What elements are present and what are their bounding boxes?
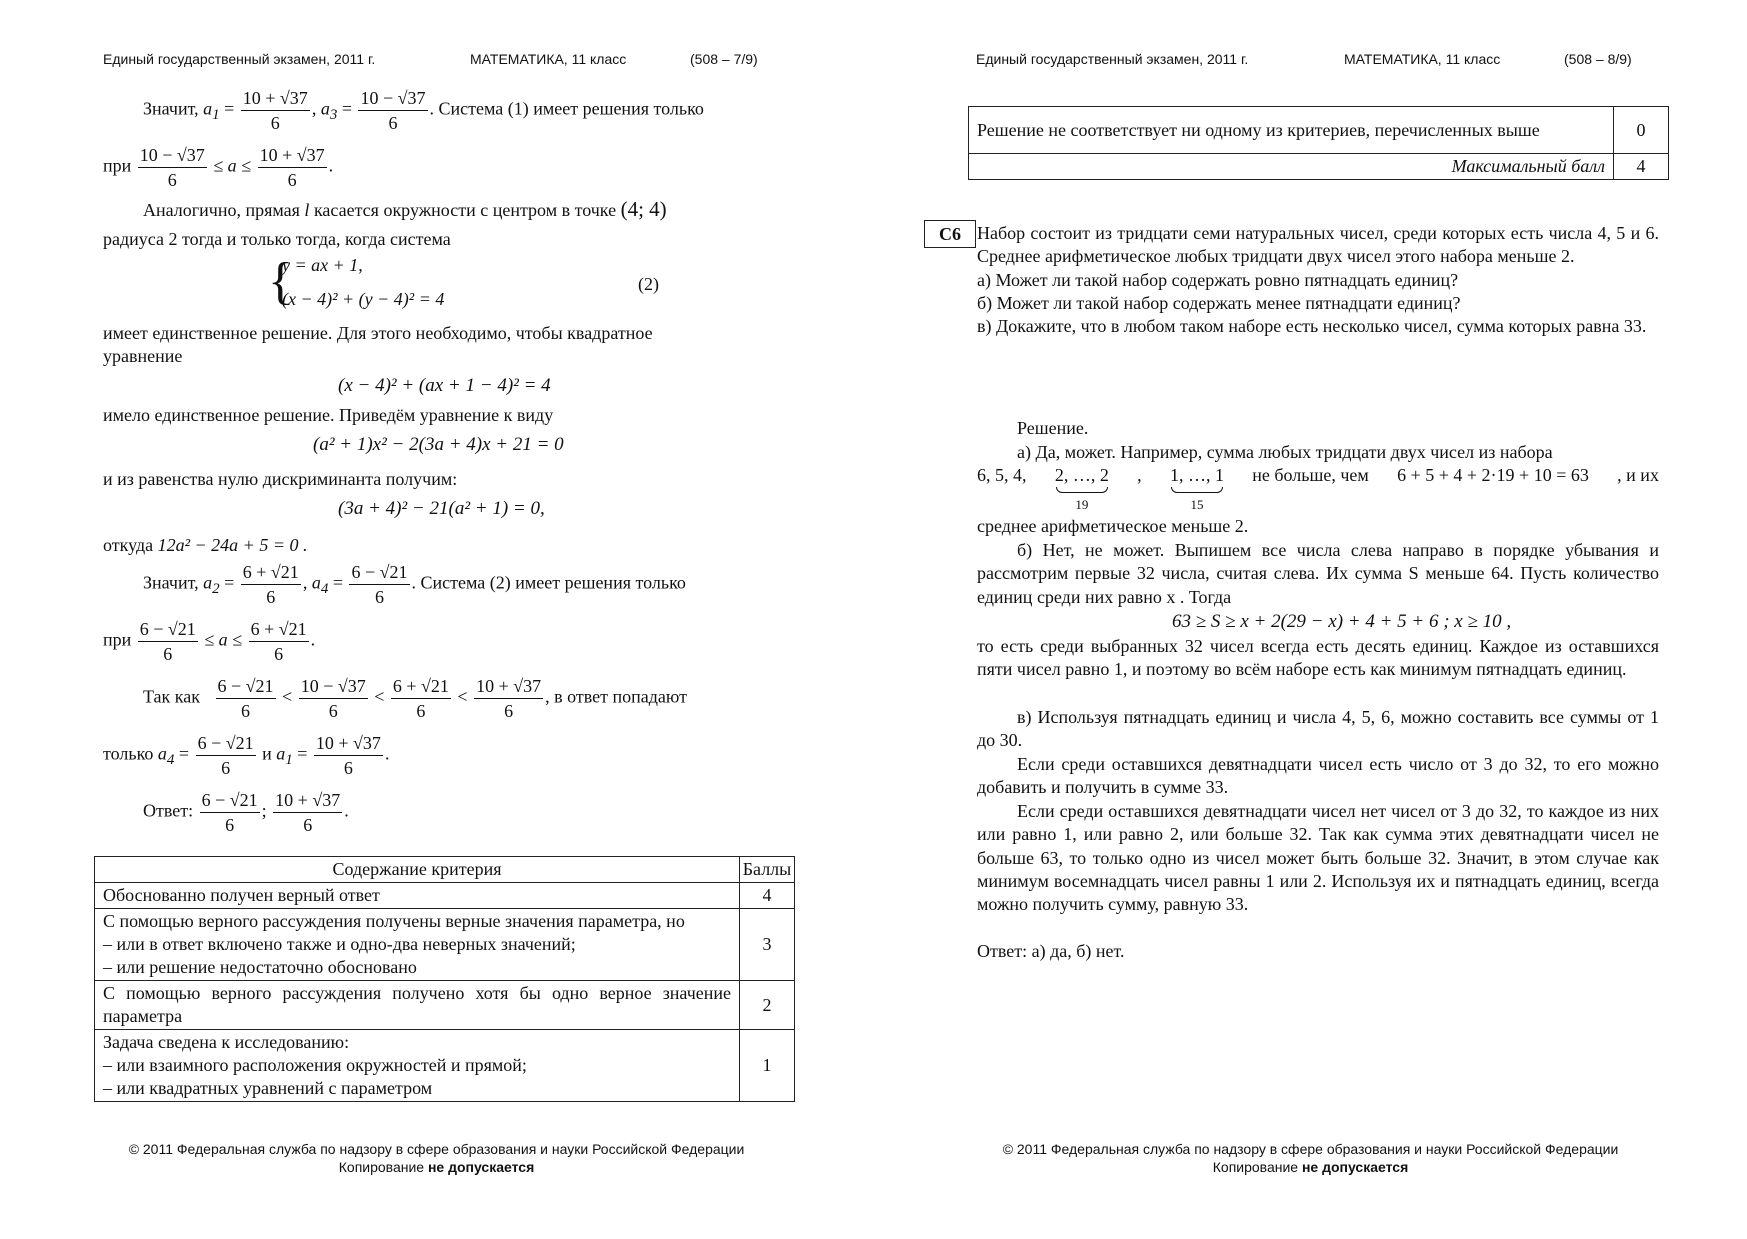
line-analog: Аналогично, прямая l касается окружности с центром в точке (4; 4) bbox=[143, 197, 667, 221]
line-pri-1: при $\frac{10 - √37}{6}$ ≤ a ≤ $\frac{10 + √37}{6}$ . bbox=[103, 145, 334, 190]
header-exam: Единый государственный экзамен, 2011 г. bbox=[103, 51, 376, 67]
line-znachit-1: Значит, $a_1$ = $\frac{10 + √37}{6}$ , $a_3$ = $\frac{10 - √37}{6}$ . Система (1) имеет решения только bbox=[143, 88, 704, 133]
line-otkuda: откуда 12a² − 24a + 5 = 0 . bbox=[103, 535, 308, 555]
header-subject: МАТЕМАТИКА, 11 класс bbox=[1344, 51, 1501, 67]
answer-left: Ответ: $\frac{6 - √21}{6}$ ; $\frac{10 + √37}{6}$ . bbox=[143, 790, 349, 835]
line-pri-2: при $\frac{6 - √21}{6}$ ≤ a ≤ $\frac{6 + √21}{6}$ . bbox=[103, 619, 316, 664]
table-row: С помощью верного рассуждения получены верные значения параметра, но – или в ответ включено также и одно-два неверных значений; – или решение недостаточно обосновано 3 bbox=[95, 909, 795, 981]
brace-twos: 2, …, 2 19 bbox=[1054, 465, 1109, 512]
solution-c2: Если среди оставшихся девятнадцати чисел есть число от 3 до 32, то его можно добавить и получить в сумме 33. bbox=[977, 754, 1659, 798]
fraction: $\frac{10 - √37}{6}$ bbox=[360, 88, 426, 133]
header-subject: МАТЕМАТИКА, 11 класс bbox=[470, 51, 627, 67]
table-row: С помощью верного рассуждения получено хотя бы одно верное значение параметра 2 bbox=[95, 981, 795, 1030]
system-2-label: (2) bbox=[638, 274, 659, 294]
para-unique: имеет единственное решение. Для этого необходимо, чтобы квадратное уравнение bbox=[103, 323, 653, 367]
line-discriminant: и из равенства нулю дискриминанта получим: bbox=[103, 469, 458, 489]
line-unique-solution: имело единственное решение. Приведём уравнение к виду bbox=[103, 405, 554, 425]
solution-b2: то есть среди выбранных 32 чисел всегда есть десять единиц. Каждое из оставшихся пяти чисел равно 1, и поэтому во всём наборе есть как минимум пятнадцать единиц. bbox=[977, 636, 1659, 680]
criteria-table-continued bbox=[968, 106, 1669, 180]
equation-3: (3a + 4)² − 21(a² + 1) = 0, bbox=[338, 498, 545, 519]
table-row: Решение не соответствует ни одному из критериев, перечисленных выше 0 bbox=[969, 107, 1669, 154]
task-statement: Набор состоит из тридцати семи натуральных чисел, среди которых есть числа 4, 5 и 6. Среднее арифметическое любых тридцати двух чисел этого набора меньше 2. а) Может ли такой набор содержать ровно пятнадцать единиц? б) Может ли такой набор содержать менее пятнадцати единиц? в) Докажите, что в любом таком наборе есть несколько чисел, сумма которых равна 33. bbox=[977, 223, 1659, 337]
solution-answer: Ответ: а) да, б) нет. bbox=[977, 941, 1125, 961]
page-left: Единый государственный экзамен, 2011 г. МАТЕМАТИКА, 11 класс (508 – 7/9) Значит, $a_1$ = $\frac{10 + √37}{6}$ , $a_3$ = $\frac{10 - √37}{6}$ . Система (1) имеет решения только при $\frac{10 - √37}{6}$ ≤ a ≤ $\frac{10 + √37}{6}$ . Аналогично, прямая l касается окружности с центром в точке (4; 4) радиуса 2 тогда и только тогда, когда система { y = ax + 1, (x − 4)² + (y − 4)² = 4 (2) имеет единственное решение. Для этого необходимо, чтобы квадратное уравнение (x − 4)² + (ax + 1 − 4)² = 4 имело единственное решение. Приведём уравнение к виду (a² + 1)x² − 2(3a + 4)x + 21 = 0 и из равенства нулю дискриминанта получим: (3a + 4)² − 21(a² + 1) = 0, откуда 12a² − 24a + 5 = 0 . Значит, $a_2$ = $\frac{6 + √21}{6}$ , $a_4$ = $\frac{6 - √21}{6}$ . Система (2) имеет решения только при $\frac{6 - √21}{6}$ ≤ a ≤ $\frac{6 + √21}{6}$ . Так как $\frac{6 - √21}{6}$ < $\frac{10 - √37}{6}$ < $\frac{6 + √21}{6}$ < $\frac{10 + √37}{6}$ , в ответ попадают только $a_4$ = $\frac{6 - √21}{6}$ и $a_1$ = $\frac{10 + √37}{6}$ . Ответ: $\frac{6 - √21}{6}$ ; $\frac{10 + √37}{6}$ . Содержание критерия Баллы Обоснованно получен верный ответ 4 С помощью верного рассуждения получены верные значения параметра, но – или в ответ включено также и одно-два неверных значений; – или решение недостаточно обосновано 3 С помощью верного рассуждения получено хотя бы одно верное значение параметра 2 Задача сведена к исследованию: – или взаимного расположения окружностей и прямой; – или квадратных уравнений с параметром 1 © 2011 Федеральная служба по надзору в сфере образования и науки Российской Федерации Копирование не допускается bbox=[0, 0, 873, 1239]
brace-ones: 1, …, 1 15 bbox=[1169, 465, 1224, 512]
solution-c1: в) Используя пятнадцать единиц и числа 4, 5, 6, можно составить все суммы от 1 до 30. bbox=[977, 707, 1659, 751]
fraction: $\frac{10 + √37}{6}$ bbox=[242, 88, 308, 133]
equation-1: (x − 4)² + (ax + 1 − 4)² = 4 bbox=[338, 375, 551, 396]
solution-a-line3: среднее арифметическое меньше 2. bbox=[977, 516, 1249, 536]
solution-a-line2: 6, 5, 4, 2, …, 2 19 , 1, …, 1 15 не больше, чем 6 + 5 + 4 + 2·19 + 10 = 63 , и их bbox=[977, 465, 1659, 512]
line-tak-kak: Так как $\frac{6 - √21}{6}$ < $\frac{10 - √37}{6}$ < $\frac{6 + √21}{6}$ < $\frac{10 + √37}{6}$ , в ответ попадают bbox=[143, 676, 687, 721]
equation-2: (a² + 1)x² − 2(3a + 4)x + 21 = 0 bbox=[313, 434, 564, 455]
solution-b-formula: 63 ≥ S ≥ x + 2(29 − x) + 4 + 5 + 6 ; x ≥ 10 , bbox=[1172, 611, 1512, 632]
table-row: Задача сведена к исследованию: – или взаимного расположения окружностей и прямой; – или квадратных уравнений с параметром 1 bbox=[95, 1030, 795, 1102]
header-exam: Единый государственный экзамен, 2011 г. bbox=[976, 51, 1249, 67]
solution-c3: Если среди оставшихся девятнадцати чисел нет чисел от 3 до 32, то каждое из них или равно 1, или равно 2, или больше 32. Так как сумма этих девятнадцати чисел не больше 63, то только одно из чисел может быть больше 32. Значит, в этом случае как минимум восемнадцать чисел равны 1 или 2. Используя их и пятнадцать единиц, всегда можно получить сумму, равную 33. bbox=[977, 801, 1659, 915]
line-tolko: только $a_4$ = $\frac{6 - √21}{6}$ и $a_1$ = $\frac{10 + √37}{6}$ . bbox=[103, 733, 390, 778]
table-row: Обоснованно получен верный ответ 4 bbox=[95, 883, 795, 909]
solution-title: Решение. bbox=[1017, 418, 1089, 438]
footer-left: © 2011 Федеральная служба по надзору в сфере образования и науки Российской Федерации Копирование не допускается bbox=[128, 1141, 745, 1175]
criteria-table-head: Содержание критерия Баллы bbox=[95, 857, 795, 883]
line-znachit-2: Значит, $a_2$ = $\frac{6 + √21}{6}$ , $a_4$ = $\frac{6 - √21}{6}$ . Система (2) имеет решения только bbox=[143, 562, 686, 607]
solution-a-line1: а) Да, может. Например, сумма любых тридцати двух чисел из набора bbox=[1017, 442, 1553, 462]
page-right bbox=[874, 0, 1747, 1239]
header-code: (508 – 8/9) bbox=[1564, 51, 1632, 67]
line-radius: радиуса 2 тогда и только тогда, когда система bbox=[103, 229, 451, 249]
criteria-table bbox=[94, 856, 795, 1102]
task-label: C6 bbox=[924, 220, 976, 248]
footer-right: © 2011 Федеральная служба по надзору в сфере образования и науки Российской Федерации Копирование не допускается bbox=[1002, 1141, 1619, 1175]
header-code: (508 – 7/9) bbox=[690, 51, 758, 67]
solution-b: б) Нет, не может. Выпишем все числа слева направо в порядке убывания и рассмотрим первые 32 числа, считая слева. Их сумма S меньше 64. Пусть количество единиц среди них равно x . Тогда bbox=[977, 540, 1659, 607]
table-row: Максимальный балл 4 bbox=[969, 154, 1669, 180]
